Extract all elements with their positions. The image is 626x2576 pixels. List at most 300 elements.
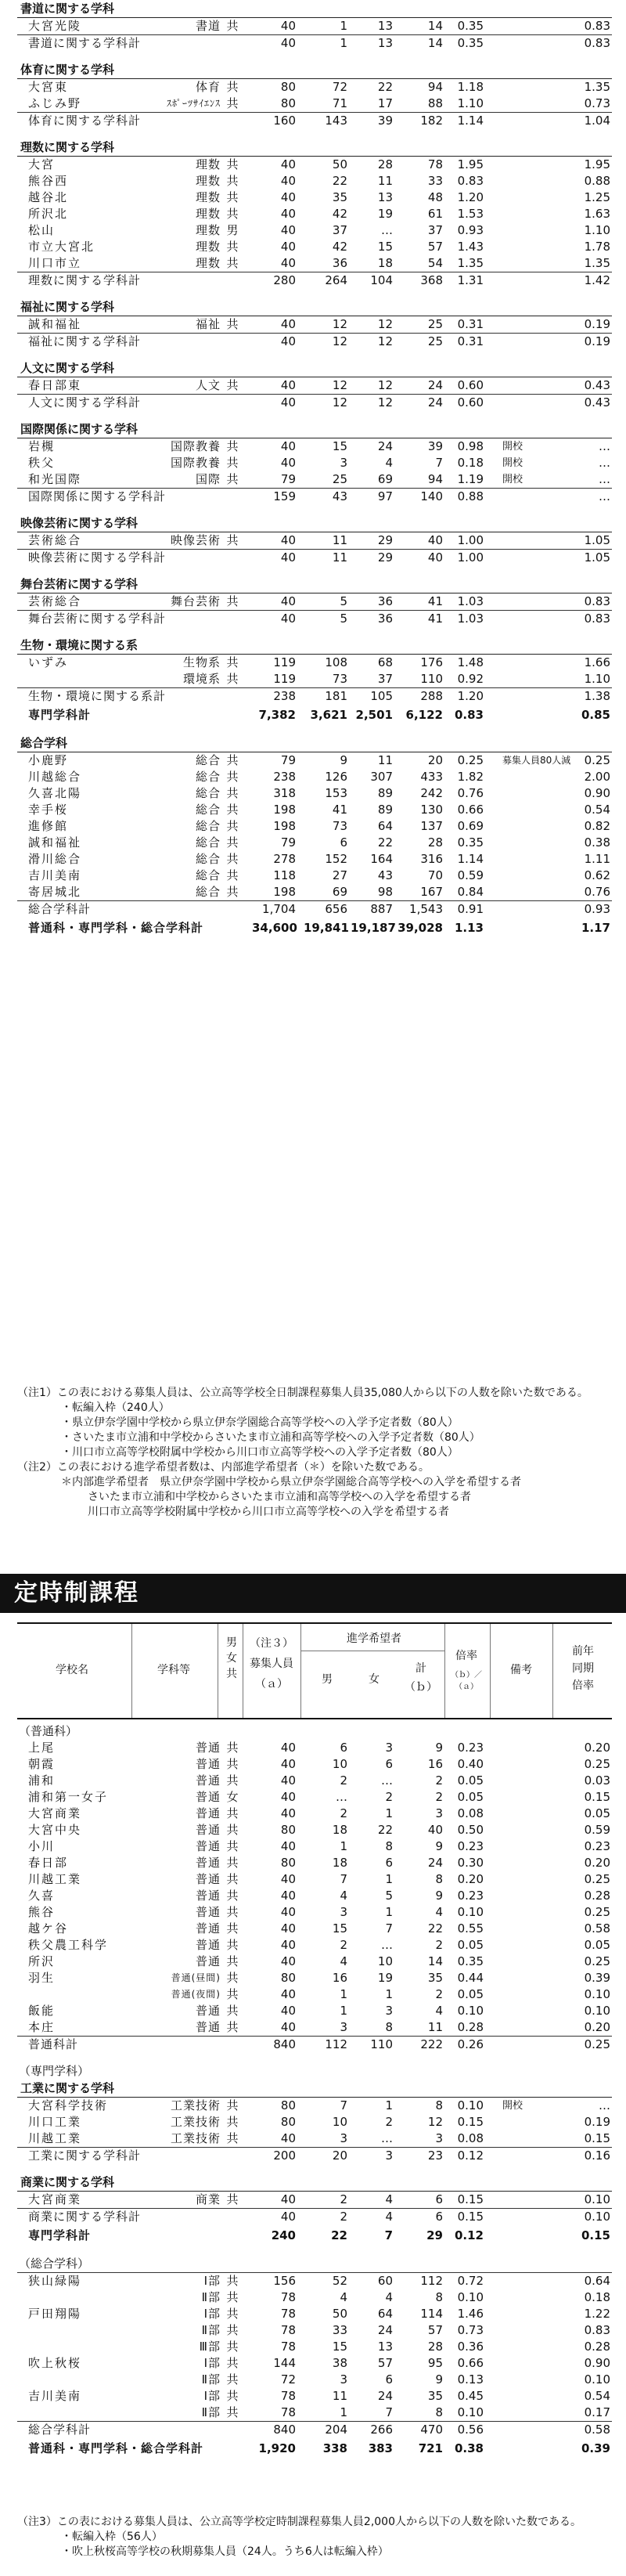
- gender-type: 共: [226, 317, 239, 331]
- capacity-value: 40: [280, 1889, 296, 1903]
- ratio-value: 1.46: [457, 2307, 484, 2321]
- school-name: 羽生: [28, 1971, 56, 1985]
- capacity-value: 40: [280, 36, 296, 50]
- capacity-value: 40: [280, 157, 296, 171]
- female-count: 18: [377, 256, 393, 270]
- total-count: 4: [435, 2004, 443, 2018]
- female-count: …: [381, 1938, 393, 1952]
- male-count: 27: [332, 868, 347, 882]
- female-count: 110: [370, 2037, 393, 2051]
- prev-ratio: 1.95: [584, 157, 610, 171]
- female-count: 6: [385, 2372, 393, 2387]
- ratio-value: 0.05: [457, 1938, 484, 1952]
- male-count: 4: [340, 1889, 347, 1903]
- table-row: [17, 655, 612, 671]
- capacity-value: 80: [280, 96, 296, 110]
- ratio-value: 0.10: [457, 1905, 484, 1919]
- ratio-value: 1.14: [457, 114, 484, 128]
- capacity-value: 40: [280, 317, 296, 331]
- parttime-banner: 定時制課程: [0, 1574, 626, 1613]
- gender-type: 共: [226, 80, 239, 94]
- ratio-value: 1.00: [457, 550, 484, 565]
- total-count: 4: [435, 1905, 443, 1919]
- female-count: 7: [384, 2228, 393, 2242]
- table-row: [17, 79, 612, 96]
- total-count: 61: [427, 207, 443, 221]
- capacity-value: 78: [280, 2323, 296, 2337]
- female-count: 13: [377, 19, 393, 33]
- note-line: （注1）この表における募集人員は、公立高等学校全日制課程募集人員35,080人から以下の人数を除いた数である。: [17, 1387, 588, 1399]
- female-count: 5: [385, 1889, 393, 1903]
- male-count: 11: [332, 533, 347, 547]
- gender-type: 共: [226, 1921, 239, 1936]
- school-name: 本庄: [28, 2020, 56, 2034]
- prev-ratio: 0.85: [581, 708, 610, 722]
- ratio-value: 0.25: [457, 753, 484, 767]
- male-count: 73: [332, 672, 347, 686]
- total-count: 9: [435, 2372, 443, 2387]
- school-name: 岩槻: [28, 439, 56, 453]
- prev-ratio: 0.03: [584, 1773, 610, 1788]
- department: 総合: [195, 770, 221, 784]
- subtotal-label: 舞台芸術に関する学科計: [28, 612, 167, 626]
- subtotal-row: [17, 394, 612, 411]
- table-row: [17, 2130, 612, 2147]
- table-row: [17, 802, 612, 818]
- prev-ratio: 0.15: [581, 2228, 610, 2242]
- male-count: 153: [325, 786, 347, 800]
- capacity-value: 238: [273, 689, 296, 703]
- ratio-value: 0.10: [457, 2098, 484, 2112]
- female-count: 24: [377, 439, 393, 453]
- ratio-value: 0.55: [457, 1921, 484, 1936]
- table-row: [17, 1855, 612, 1871]
- department: 普通: [195, 1954, 221, 1968]
- female-count: 12: [377, 334, 393, 348]
- subtotal-label: 総合学科計: [28, 902, 92, 916]
- ratio-value: 0.66: [457, 2356, 484, 2370]
- ratio-value: 0.76: [457, 786, 484, 800]
- ratio-value: 0.10: [457, 2405, 484, 2419]
- total-count: 316: [420, 852, 443, 866]
- female-count: 6: [385, 1757, 393, 1771]
- total-count: 28: [427, 835, 443, 850]
- department: 普通: [195, 1790, 221, 1804]
- subtotal-label: 普通科計: [28, 2037, 79, 2051]
- school-name: 戸田翔陽: [28, 2307, 82, 2321]
- department: Ⅰ部: [203, 2307, 221, 2321]
- note-line: ・転編入枠（240人）: [61, 1402, 170, 1414]
- subtotal-row: [17, 112, 612, 129]
- ratio-value: 0.59: [457, 868, 484, 882]
- capacity-value: 40: [280, 2131, 296, 2145]
- male-count: 43: [332, 489, 347, 503]
- capacity-value: 40: [280, 2210, 296, 2224]
- col-male: 男: [322, 1673, 333, 1686]
- subtotal-row: [17, 272, 612, 289]
- total-count: 9: [435, 1741, 443, 1755]
- capacity-value: 40: [280, 1773, 296, 1788]
- department: 普通: [195, 2004, 221, 2018]
- school-name: 川口工業: [28, 2115, 82, 2129]
- female-count: 29: [377, 533, 393, 547]
- prev-ratio: …: [599, 472, 610, 486]
- capacity-value: 40: [280, 1872, 296, 1886]
- school-name: 寄居城北: [28, 885, 82, 899]
- ratio-value: 1.82: [457, 770, 484, 784]
- spacer: [17, 2246, 612, 2255]
- section-heading: 書道に関する学科: [17, 0, 612, 18]
- capacity-value: 198: [273, 819, 296, 833]
- ratio-value: 0.91: [457, 902, 484, 916]
- department: 普通: [195, 1773, 221, 1788]
- department: 理数: [195, 256, 221, 270]
- total-count: 57: [427, 2323, 443, 2337]
- male-count: 1: [340, 2004, 347, 2018]
- male-count: 41: [332, 803, 347, 817]
- male-count: 3: [340, 456, 347, 470]
- capacity-value: 40: [280, 1905, 296, 1919]
- subtotal-row: [17, 2208, 612, 2225]
- gender-type: 男: [226, 223, 239, 237]
- prev-ratio: 0.58: [584, 1921, 610, 1936]
- ratio-value: 0.60: [457, 395, 484, 409]
- ratio-value: 1.48: [457, 655, 484, 669]
- school-name: 上尾: [28, 1741, 56, 1755]
- ratio-value: 1.19: [457, 472, 484, 486]
- gender-type: 共: [226, 2389, 239, 2403]
- table-row: [17, 1756, 612, 1773]
- department: 総合: [195, 868, 221, 882]
- notes-fulltime: [17, 1386, 612, 1520]
- male-count: 12: [332, 378, 347, 392]
- female-count: 43: [377, 868, 393, 882]
- table-row: [17, 785, 612, 802]
- prev-ratio: 1.05: [584, 533, 610, 547]
- prev-ratio: 0.20: [584, 1856, 610, 1870]
- male-count: 3: [340, 2131, 347, 2145]
- gender-type: 共: [226, 1806, 239, 1820]
- male-count: 6: [340, 835, 347, 850]
- school-name: 大宮科学技術: [28, 2098, 109, 2112]
- remark: 開校: [502, 2100, 523, 2112]
- female-count: 12: [377, 317, 393, 331]
- capacity-value: 80: [280, 2098, 296, 2112]
- female-count: 307: [370, 770, 393, 784]
- total-count: 35: [427, 2389, 443, 2403]
- gender-type: 共: [226, 207, 239, 221]
- table-row: [17, 868, 612, 884]
- department: 国際教養: [170, 439, 221, 453]
- male-count: 264: [325, 273, 347, 287]
- school-name: 市立大宮北: [28, 240, 95, 254]
- total-count: 88: [427, 96, 443, 110]
- gender-type: 共: [226, 190, 239, 204]
- male-count: 12: [332, 317, 347, 331]
- total-count: 7: [435, 456, 443, 470]
- capacity-value: 40: [280, 1954, 296, 1968]
- ratio-value: 0.56: [457, 2423, 484, 2437]
- subtotal-label: 体育に関する学科計: [28, 114, 142, 128]
- subtotal-row: [17, 2225, 612, 2246]
- ratio-value: 0.13: [457, 2372, 484, 2387]
- subtotal-row: [17, 34, 612, 52]
- capacity-value: 40: [280, 334, 296, 348]
- ratio-value: 0.31: [457, 334, 484, 348]
- ratio-value: 0.35: [457, 1954, 484, 1968]
- gender-type: 共: [226, 456, 239, 470]
- capacity-value: 80: [280, 2115, 296, 2129]
- table-row: [17, 884, 612, 900]
- female-count: 69: [377, 472, 393, 486]
- total-count: 23: [427, 2148, 443, 2163]
- capacity-value: 40: [280, 1921, 296, 1936]
- female-count: 7: [385, 2405, 393, 2419]
- female-count: 1: [385, 1806, 393, 1820]
- table-row: [17, 2355, 612, 2372]
- female-count: 4: [385, 2192, 393, 2206]
- male-count: 25: [332, 472, 347, 486]
- department: Ⅱ部: [201, 2372, 221, 2387]
- prev-ratio: 0.25: [584, 1872, 610, 1886]
- notes-parttime: [17, 2515, 612, 2560]
- male-count: 11: [332, 550, 347, 565]
- male-count: 112: [325, 2037, 347, 2051]
- spacer: [17, 350, 612, 359]
- subtotal-label: 映像芸術に関する学科計: [28, 550, 167, 565]
- subtotal-row: [17, 705, 612, 725]
- col-cap-note: （注３）: [250, 1637, 293, 1650]
- female-count: 60: [377, 2274, 393, 2288]
- ratio-value: 1.95: [457, 157, 484, 171]
- col-desire: 進学希望者: [347, 1633, 401, 1645]
- ratio-value: 0.84: [457, 885, 484, 899]
- school-name: 越谷北: [28, 190, 69, 204]
- ratio-value: 0.05: [457, 1790, 484, 1804]
- ratio-value: 0.15: [457, 2192, 484, 2206]
- school-name: 飯能: [28, 2004, 56, 2018]
- school-name: 大宮東: [28, 80, 69, 94]
- prev-ratio: 0.15: [584, 1790, 610, 1804]
- subtotal-row: [17, 333, 612, 350]
- table-row: [17, 2289, 612, 2306]
- male-count: 5: [340, 612, 347, 626]
- ratio-value: 0.83: [454, 708, 484, 722]
- prev-ratio: 1.22: [584, 2307, 610, 2321]
- subtotal-row: [17, 2147, 612, 2164]
- department: 普通: [195, 2020, 221, 2034]
- total-count: 433: [420, 770, 443, 784]
- prev-ratio: 0.38: [584, 835, 610, 850]
- ratio-value: 0.15: [457, 2115, 484, 2129]
- ratio-value: 1.53: [457, 207, 484, 221]
- department: 総合: [195, 852, 221, 866]
- female-count: 39: [377, 114, 393, 128]
- female-count: 15: [377, 240, 393, 254]
- table-row: [17, 851, 612, 868]
- male-count: 7: [340, 1872, 347, 1886]
- female-count: 22: [377, 80, 393, 94]
- male-count: 71: [332, 96, 347, 110]
- gender-type: 共: [226, 157, 239, 171]
- capacity-value: 40: [280, 439, 296, 453]
- total-count: 94: [427, 472, 443, 486]
- capacity-value: 79: [280, 753, 296, 767]
- male-count: 2: [340, 2210, 347, 2224]
- ratio-value: 0.26: [457, 2037, 484, 2051]
- school-name: 和光国際: [28, 472, 82, 486]
- total-count: 182: [420, 114, 443, 128]
- subtotal-label: 専門学科計: [28, 708, 92, 722]
- total-count: 2: [435, 1987, 443, 2001]
- total-count: 48: [427, 190, 443, 204]
- total-count: 721: [418, 2441, 443, 2455]
- note-line: ・吹上秋桜高等学校の秋期募集人員（24人。うち6人は転編入枠）: [61, 2545, 389, 2558]
- gender-type: 共: [226, 1872, 239, 1886]
- gender-type: 共: [226, 19, 239, 33]
- department: 普通(夜間): [171, 1989, 221, 2000]
- female-count: 1: [385, 1987, 393, 2001]
- prev-ratio: 0.83: [584, 594, 610, 608]
- male-count: 50: [332, 2307, 347, 2321]
- female-count: 104: [370, 273, 393, 287]
- department: 普通: [195, 1806, 221, 1820]
- prev-ratio: 1.25: [584, 190, 610, 204]
- female-count: 13: [377, 190, 393, 204]
- female-count: 8: [385, 1839, 393, 1853]
- school-name: 芸術総合: [28, 594, 82, 608]
- capacity-value: 7,382: [258, 708, 296, 722]
- prev-ratio: 0.54: [584, 803, 610, 817]
- prev-ratio: 0.43: [584, 378, 610, 392]
- department: 生物系: [182, 655, 221, 669]
- ratio-value: 0.35: [457, 835, 484, 850]
- prev-ratio: 1.78: [584, 240, 610, 254]
- ratio-value: 1.13: [454, 921, 484, 935]
- ratio-value: 0.18: [457, 456, 484, 470]
- school-name: 久喜北陽: [28, 786, 82, 800]
- section-heading: 国際関係に関する学科: [17, 420, 612, 438]
- male-count: 152: [325, 852, 347, 866]
- total-count: 8: [435, 1872, 443, 1886]
- capacity-value: 156: [273, 2274, 296, 2288]
- female-count: 12: [377, 395, 393, 409]
- school-name: 幸手桜: [28, 803, 69, 817]
- male-count: 4: [340, 2290, 347, 2304]
- section-heading: 商業に関する学科: [17, 2174, 612, 2192]
- total-count: 6: [435, 2210, 443, 2224]
- department: 総合: [195, 885, 221, 899]
- group-heading: （総合学科）: [19, 2257, 90, 2271]
- total-count: 288: [420, 689, 443, 703]
- gender-type: 共: [226, 885, 239, 899]
- male-count: 2: [340, 1938, 347, 1952]
- male-count: 36: [332, 256, 347, 270]
- subtotal-label: 国際関係に関する学科計: [28, 489, 167, 503]
- gender-type: 共: [226, 2274, 239, 2288]
- capacity-value: 119: [273, 655, 296, 669]
- female-count: 19,187: [351, 921, 396, 935]
- male-count: 2: [340, 1773, 347, 1788]
- capacity-value: 159: [273, 489, 296, 503]
- prev-ratio: 1.10: [584, 672, 610, 686]
- department: 福祉: [195, 317, 221, 331]
- school-name: ふじみ野: [28, 96, 82, 110]
- female-count: 3: [385, 2004, 393, 2018]
- prev-ratio: 0.90: [584, 2356, 610, 2370]
- male-count: 3: [340, 2020, 347, 2034]
- school-name: 浦和第一女子: [28, 1790, 109, 1804]
- col-cap-a: （ａ）: [255, 1678, 288, 1690]
- female-count: 4: [385, 456, 393, 470]
- prev-ratio: 0.25: [584, 753, 610, 767]
- subtotal-label: 商業に関する学科計: [28, 2210, 142, 2224]
- school-name: 春日部東: [28, 378, 82, 392]
- school-name: 芸術総合: [28, 533, 82, 547]
- male-count: …: [336, 1790, 347, 1804]
- total-count: 114: [420, 2307, 443, 2321]
- department: 国際教養: [170, 456, 221, 470]
- male-count: 72: [332, 80, 347, 94]
- female-count: 8: [385, 2020, 393, 2034]
- female-count: 11: [377, 174, 393, 188]
- ratio-value: 0.35: [457, 19, 484, 33]
- subtotal-row: [17, 549, 612, 566]
- subtotal-row: [17, 2421, 612, 2438]
- spacer: [17, 129, 612, 139]
- male-count: 143: [325, 114, 347, 128]
- total-count: 137: [420, 819, 443, 833]
- male-count: 15: [332, 1921, 347, 1936]
- ratio-value: 0.83: [457, 174, 484, 188]
- school-name: 川越総合: [28, 770, 82, 784]
- spacer: [17, 52, 612, 61]
- subtotal-label: 普通科・専門学科・総合学科計: [28, 921, 204, 935]
- table-row: [17, 471, 612, 488]
- department: Ⅰ部: [203, 2356, 221, 2370]
- table-row: [17, 157, 612, 173]
- prev-ratio: 0.20: [584, 1741, 610, 1755]
- prev-ratio: 0.19: [584, 317, 610, 331]
- male-count: 3: [340, 1905, 347, 1919]
- department: 環境系: [182, 672, 221, 686]
- ratio-value: 0.38: [454, 2441, 484, 2455]
- total-count: 24: [427, 1856, 443, 1870]
- ratio-value: 0.98: [457, 439, 484, 453]
- capacity-value: 278: [273, 852, 296, 866]
- prev-ratio: 1.63: [584, 207, 610, 221]
- department: Ⅱ部: [201, 2405, 221, 2419]
- prev-ratio: 0.23: [584, 1839, 610, 1853]
- subtotal-label: 工業に関する学科計: [28, 2148, 142, 2163]
- capacity-value: 238: [273, 770, 296, 784]
- ratio-value: 1.35: [457, 256, 484, 270]
- ratio-value: 0.20: [457, 1872, 484, 1886]
- table-row: [17, 222, 612, 239]
- table-row: [17, 18, 612, 34]
- male-count: 108: [325, 655, 347, 669]
- female-count: 383: [368, 2441, 393, 2455]
- male-count: 52: [332, 2274, 347, 2288]
- total-count: 25: [427, 334, 443, 348]
- male-count: 73: [332, 819, 347, 833]
- prev-ratio: 1.35: [584, 256, 610, 270]
- gender-type: 共: [226, 2307, 239, 2321]
- male-count: 7: [340, 2098, 347, 2112]
- prev-ratio: 1.11: [584, 852, 610, 866]
- prev-ratio: 2.00: [584, 770, 610, 784]
- ratio-value: 1.31: [457, 273, 484, 287]
